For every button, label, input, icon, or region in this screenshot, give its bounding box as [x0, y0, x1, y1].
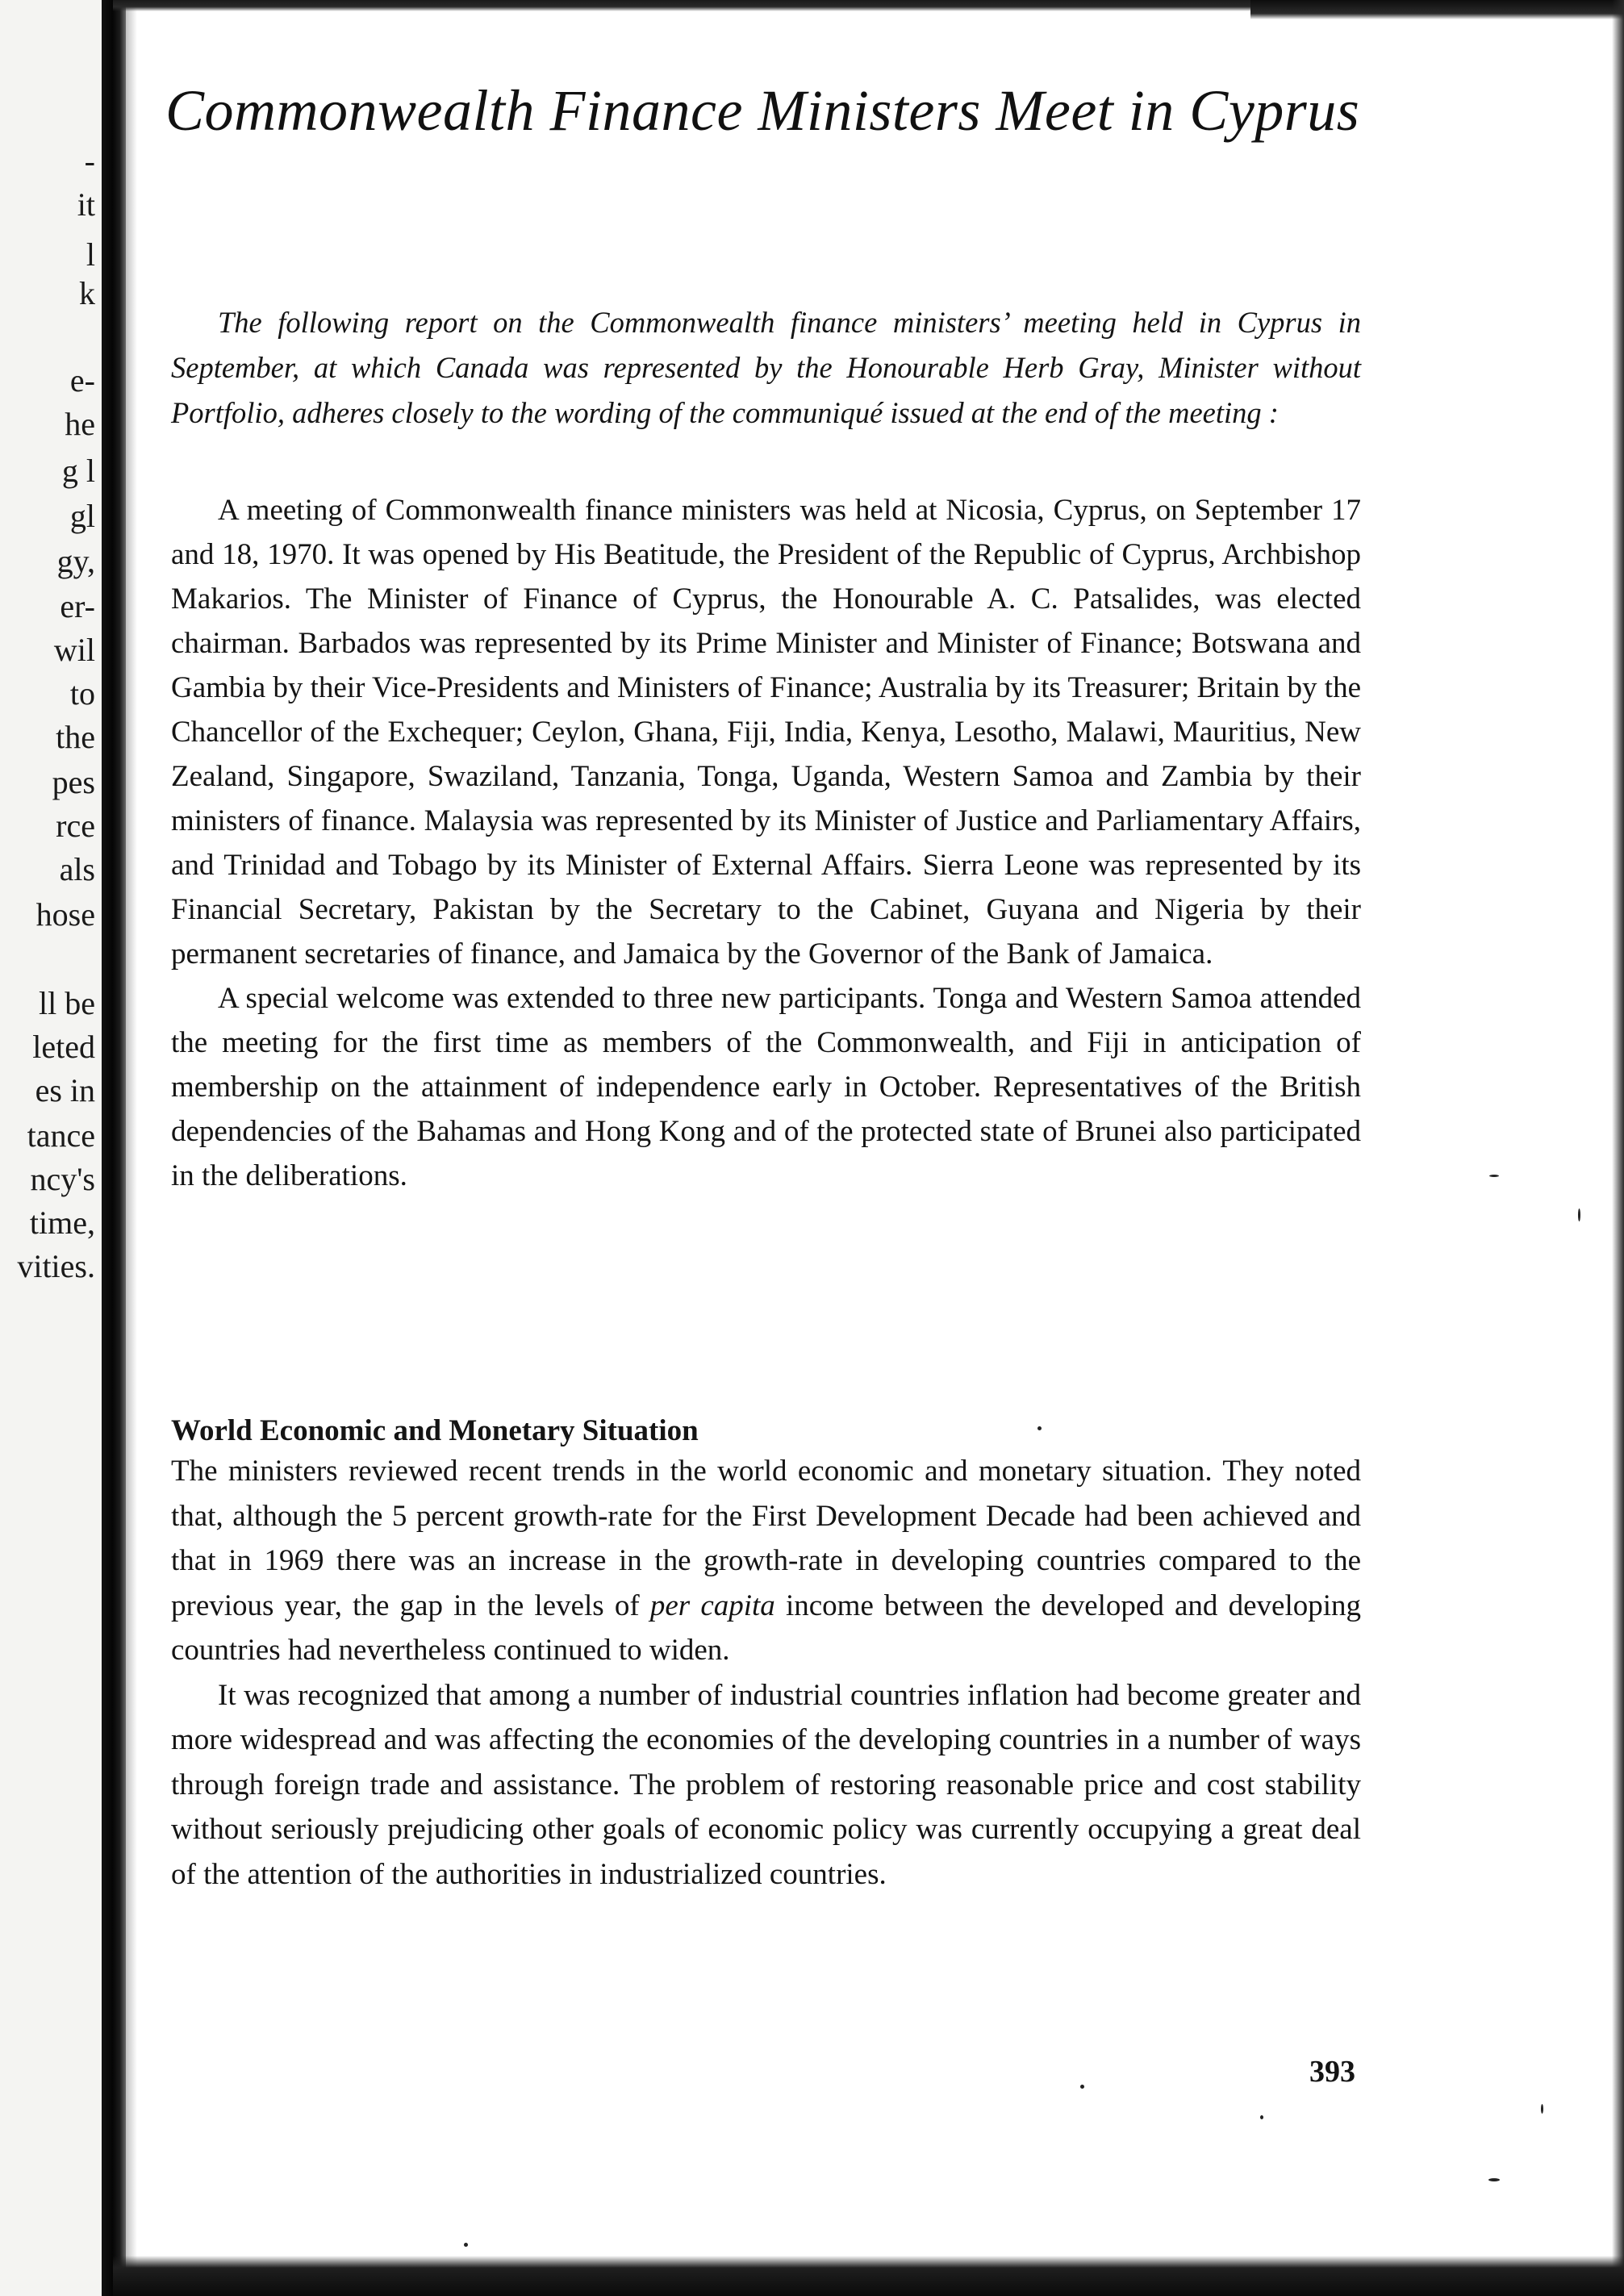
gutter-shadow	[126, 0, 137, 2296]
facing-page-fragment: to	[69, 675, 95, 712]
scan-speck	[1489, 1175, 1499, 1177]
facing-page-fragment: rce	[56, 808, 95, 844]
section-heading: World Economic and Monetary Situation	[171, 1414, 699, 1447]
facing-page-fragment: pes	[52, 764, 95, 800]
facing-page-fragment: it	[77, 186, 95, 223]
facing-page-fragment: he	[65, 406, 95, 442]
facing-page-fragment: ncy's	[30, 1161, 95, 1197]
article-intro: The following report on the Commonwealth finance ministers’ meeting held in Cyprus in September, at which Canada was represented by the Honourable Herb Gray, Minister without Portfolio, adheres closely to the wording of the communiqué issued at the end of the meeting :	[171, 306, 1361, 429]
facing-page-fragment: ll be	[39, 985, 95, 1021]
section-paragraph-text: The ministers reviewed recent trends in the world economic and monetary situation. They noted that, although the 5 percent growth-rate for the First Development Decade had been achieved and that in 1969 there was an increase in the growth-rate in developing countries compared to the previous year, the gap in the levels of	[171, 1455, 1361, 1622]
page-bottom-edge	[113, 2256, 1624, 2296]
body-paragraph: A special welcome was extended to three new participants. Tonga and Western Samoa attended the meeting for the first time as members of the Commonwealth, and Fiji in anticipation of membership on the attainment of independence early in October. Representatives of the British dependencies of the Bahamas and Hong Kong and of the protected state of Brunei also participated in the deliberations.	[171, 982, 1361, 1192]
scan-speck	[1037, 1426, 1042, 1430]
book-gutter	[102, 0, 126, 2296]
page-right-edge	[1612, 0, 1624, 2296]
article-title: Commonwealth Finance Ministers Meet in Cyprus	[165, 78, 1360, 143]
facing-page-fragment: hose	[35, 896, 95, 933]
facing-page-fragment: k	[79, 275, 95, 311]
facing-page-fragment: -	[84, 143, 95, 179]
section-paragraph	[171, 1449, 1361, 1673]
facing-page-edge	[0, 0, 102, 2296]
facing-page-fragment: l	[86, 236, 95, 273]
facing-page-fragment: the	[56, 719, 95, 755]
scan-speck	[1260, 2115, 1263, 2119]
article-body	[171, 488, 1361, 1198]
facing-page-fragment: als	[59, 851, 95, 887]
facing-page-fragment: tance	[27, 1117, 95, 1154]
facing-page-fragment: er-	[60, 588, 95, 624]
facing-page-fragment: vities.	[17, 1248, 95, 1284]
page-top-corner-shadow	[1250, 0, 1624, 19]
scan-speck	[1541, 2104, 1543, 2114]
facing-page-fragment: time,	[29, 1204, 95, 1241]
section-body	[171, 1449, 1361, 1897]
facing-page-fragment: gy,	[56, 543, 95, 579]
scan-speck	[1488, 2178, 1500, 2181]
scan-speck	[1578, 1209, 1580, 1221]
scan-speck	[1080, 2085, 1084, 2089]
facing-page-fragment: g l	[61, 453, 95, 489]
body-paragraph: A meeting of Commonwealth finance ministers was held at Nicosia, Cyprus, on September 17 and 18, 1970. It was opened by His Beatitude, the President of the Republic of Cyprus, Archbishop Makarios. The Minister of Finance of Cyprus, the Honourable A. C. Patsalides, was elected chairman. Barbados was represented by its Prime Minister and Minister of Finance; Botswana and Gambia by their Vice-Presidents and Ministers of Finance; Australia by its Treasurer; Britain by the Chancellor of the Exchequer; Ceylon, Ghana, Fiji, India, Kenya, Lesotho, Malawi, Mauritius, New Zealand, Singapore, Swaziland, Tanzania, Tonga, Uganda, Western Samoa and Zambia by their ministers of finance. Malaysia was represented by its Minister of Justice and Parliamentary Affairs, and Trinidad and Tobago by its Minister of External Affairs. Sierra Leone was represented by its Financial Secretary, Pakistan by the Secretary to the Cabinet, Guyana and Nigeria by their permanent secretaries of finance, and Jamaica by the Governor of the Bank of Jamaica.	[171, 494, 1361, 971]
facing-page-fragment: e-	[69, 362, 95, 399]
facing-page-fragment: es in	[35, 1072, 95, 1108]
scan-speck	[464, 2243, 468, 2247]
italic-term: per capita	[649, 1588, 775, 1622]
page-number: 393	[1309, 2055, 1355, 2089]
section-paragraph-text: income between the developed and developing countries had nevertheless continued to widen.	[171, 1588, 1361, 1667]
facing-page-fragment: leted	[32, 1029, 95, 1065]
facing-page-fragment: gl	[69, 498, 95, 534]
section-paragraph: It was recognized that among a number of industrial countries inflation had become greater and more widespread and was affecting the economies of the developing countries in a number of ways through foreign trade and assistance. The problem of restoring reasonable price and cost stability without seriously prejudicing other goals of economic policy was currently occupying a great deal of the attention of the authorities in industrialized countries.	[171, 1678, 1361, 1891]
facing-page-fragment: wil	[53, 632, 95, 668]
